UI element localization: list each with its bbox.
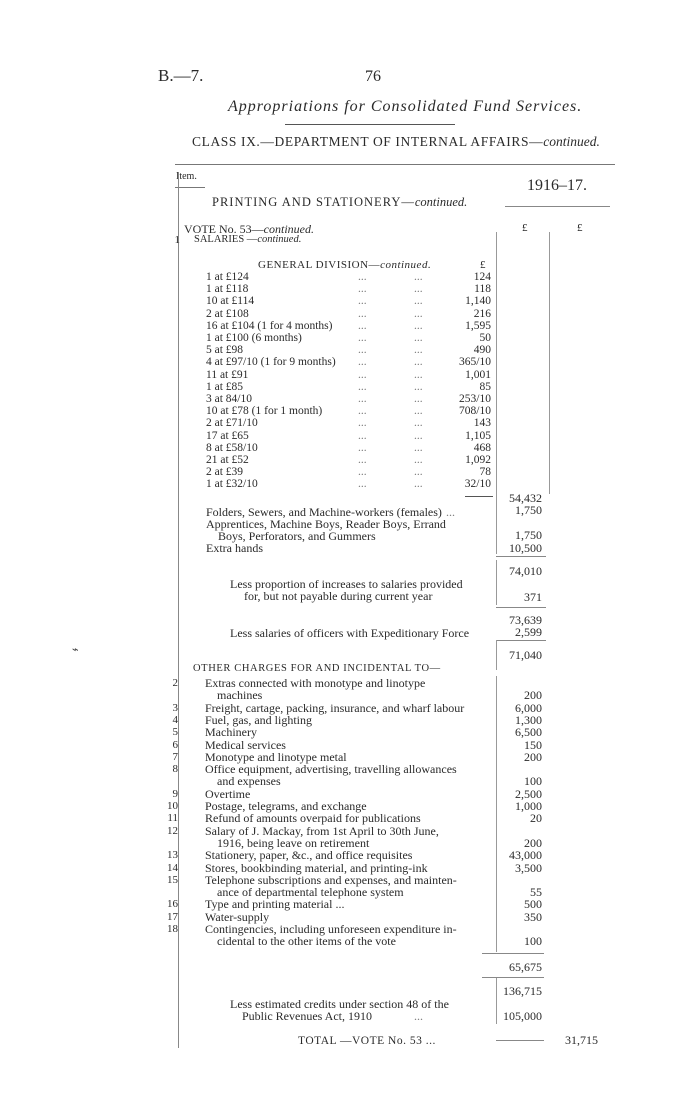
item-number: 2 <box>172 677 178 689</box>
running-total: 74,010 <box>509 564 542 578</box>
currency-symbol: £ <box>480 259 486 271</box>
page-title: Appropriations for Consolidated Fund Services. <box>228 98 583 115</box>
leader-dots: ... <box>414 307 423 320</box>
salary-grade: 10 at £78 (1 for 1 month) <box>206 405 323 418</box>
vote-heading: VOTE No. 53—continued. <box>184 222 314 236</box>
salary-amount: 253/10 <box>459 393 491 405</box>
leader-dots: ... <box>414 466 423 479</box>
leader-dots: ... <box>446 505 455 519</box>
leader-dots: ... <box>358 478 367 491</box>
leader-dots: ... <box>414 1009 423 1023</box>
leader-dots: ... <box>358 356 367 369</box>
item-header-rule <box>175 187 205 188</box>
leader-dots: ... <box>414 441 423 454</box>
salary-grade: 1 at £32/10 <box>206 478 258 491</box>
currency-symbol: £ <box>577 222 583 234</box>
other-charges-heading: OTHER CHARGES FOR AND INCIDENTAL TO— <box>193 663 441 674</box>
line-value: 10,500 <box>509 541 542 555</box>
other-charges-subtotal: 65,675 <box>509 960 542 974</box>
item-number: 7 <box>172 750 178 763</box>
salary-amount: 1,092 <box>465 454 491 466</box>
charge-label: Monotype and linotype metal <box>205 749 347 764</box>
salary-grade: 17 at £65 <box>206 429 249 442</box>
salary-amount: 365/10 <box>459 356 491 369</box>
salary-grade: 1 at £118 <box>206 283 249 296</box>
charge-label: Extras connected with monotype and linotype <box>205 676 426 690</box>
salary-row <box>206 332 491 344</box>
leader-dots: ... <box>358 271 367 283</box>
item-number: 6 <box>172 738 178 751</box>
item-number: 11 <box>167 812 178 825</box>
line-label: Folders, Sewers, and Machine-workers (females) <box>206 505 442 519</box>
leader-dots: ... <box>358 454 367 466</box>
charge-label: Postage, telegrams, and exchange <box>205 799 367 813</box>
salary-grade: 1 at £85 <box>206 380 244 393</box>
salaries-subtotal: 54,432 <box>509 491 542 505</box>
subtotal-rule <box>496 640 546 641</box>
salary-row <box>206 381 491 393</box>
charge-label: cidental to the other items of the vote <box>217 934 396 949</box>
year-header-rule <box>505 206 610 207</box>
item-number: 16 <box>167 898 178 911</box>
charge-amount: 1,000 <box>515 799 542 813</box>
salary-amount: 708/10 <box>459 405 491 418</box>
leader-dots: ... <box>414 332 423 344</box>
leader-dots: ... <box>358 417 367 430</box>
column-divider <box>496 978 497 1024</box>
charge-label: 1916, being leave on retirement <box>217 835 370 850</box>
salary-row <box>206 405 491 417</box>
leader-dots: ... <box>358 332 367 344</box>
leader-dots: ... <box>414 344 423 357</box>
salary-amount: 78 <box>479 466 491 479</box>
leader-dots: ... <box>414 429 423 442</box>
charge-label: machines <box>217 688 263 703</box>
charge-label: Fuel, gas, and lighting <box>205 712 312 727</box>
salary-grade: 4 at £97/10 (1 for 9 months) <box>206 356 336 369</box>
line-label: for, but not payable during current year <box>244 589 433 603</box>
salary-grade: 11 at £91 <box>206 368 249 381</box>
charge-amount: 1,300 <box>515 712 542 727</box>
leader-dots: ... <box>358 441 367 454</box>
salary-grade: 8 at £58/10 <box>206 441 258 454</box>
subtotal-rule <box>465 496 493 497</box>
salary-grade: 2 at £108 <box>206 307 249 320</box>
charge-label: Salary of J. Mackay, from 1st April to 30th June, <box>205 823 439 838</box>
salary-amount: 1,001 <box>465 368 491 381</box>
salary-amount: 124 <box>473 271 491 283</box>
charge-amount: 3,500 <box>515 860 542 875</box>
charge-label: Office equipment, advertising, travelling allowances <box>205 762 457 777</box>
salary-row <box>206 478 491 490</box>
title-rule <box>285 124 455 125</box>
charge-label: Freight, cartage, packing, insurance, and wharf labour <box>205 700 465 715</box>
charge-amount: 100 <box>524 774 542 789</box>
leader-dots: ... <box>358 429 367 442</box>
charge-label: Refund of amounts overpaid for publications <box>205 811 421 826</box>
margin-mark: ⌁ <box>72 644 79 656</box>
line-label: Less salaries of officers with Expeditionary Force <box>230 626 470 640</box>
leader-dots: ... <box>358 405 367 418</box>
leader-dots: ... <box>414 295 423 308</box>
leader-dots: ... <box>414 380 423 393</box>
column-divider <box>496 640 497 670</box>
item-number: 8 <box>172 763 178 776</box>
leader-dots: ... <box>414 393 423 405</box>
document-reference: B.—7. <box>158 66 204 85</box>
leader-dots: ... <box>358 393 367 405</box>
salary-grade: 2 at £71/10 <box>206 417 258 430</box>
salary-grade: 1 at £100 (6 months) <box>206 332 302 344</box>
salary-amount: 50 <box>479 332 491 344</box>
leader-dots: ... <box>414 271 423 283</box>
item-number: 4 <box>172 713 178 726</box>
leader-dots: ... <box>414 478 423 491</box>
total-rule <box>496 1040 544 1041</box>
class-heading: CLASS IX.—DEPARTMENT OF INTERNAL AFFAIRS—continued. <box>192 134 600 149</box>
charge-amount: 43,000 <box>509 848 542 863</box>
column-divider <box>496 494 497 554</box>
item-column-divider <box>178 172 179 1048</box>
charge-amount: 500 <box>524 897 542 912</box>
line-value: 1,750 <box>515 503 542 517</box>
salary-amount: 118 <box>474 283 491 296</box>
charge-amount: 2,500 <box>515 786 542 801</box>
leader-dots: ... <box>358 344 367 357</box>
item-number: 18 <box>167 923 178 935</box>
combined-total: 136,715 <box>503 984 542 998</box>
charge-amount: 200 <box>524 749 542 764</box>
leader-dots: ... <box>414 405 423 418</box>
salary-row <box>206 344 491 356</box>
salary-row <box>206 320 491 332</box>
item-number: 5 <box>172 726 178 739</box>
leader-dots: ... <box>358 368 367 381</box>
leader-dots: ... <box>358 380 367 393</box>
salary-amount: 1,140 <box>465 295 491 308</box>
charge-amount: 150 <box>524 737 542 752</box>
leader-dots: ... <box>358 466 367 479</box>
salary-amount: 1,595 <box>465 319 491 332</box>
leader-dots: ... <box>358 319 367 332</box>
subtotal-rule <box>496 607 546 608</box>
salary-row <box>206 417 491 429</box>
charge-amount: 20 <box>530 811 542 826</box>
charge-amount: 100 <box>524 934 542 949</box>
line-value: 2,599 <box>515 625 542 639</box>
salary-row <box>206 454 491 466</box>
charge-label: Stationery, paper, &c., and office requisites <box>205 848 413 863</box>
salary-amount: 1,105 <box>465 429 491 442</box>
currency-symbol: £ <box>522 222 528 234</box>
column-divider <box>549 232 550 494</box>
salary-amount: 143 <box>473 417 491 430</box>
leader-dots: ... <box>414 319 423 332</box>
line-label: Less estimated credits under section 48 of the <box>230 997 449 1011</box>
section-heading: PRINTING AND STATIONERY—continued. <box>212 195 468 209</box>
leader-dots: ... <box>414 283 423 296</box>
salary-row <box>206 283 491 295</box>
subtotal-rule <box>496 556 546 557</box>
charge-label: Stores, bookbinding material, and printing-ink <box>205 860 428 875</box>
table-top-rule <box>175 164 615 165</box>
line-value: 105,000 <box>503 1009 542 1023</box>
column-divider <box>496 676 497 952</box>
item-number: 15 <box>167 873 178 886</box>
salary-grade: 2 at £39 <box>206 466 244 479</box>
year-column-header: 1916–17. <box>527 177 587 194</box>
salary-amount: 85 <box>479 380 491 393</box>
column-divider <box>496 560 497 605</box>
leader-dots: ... <box>414 417 423 430</box>
subtotal-rule <box>482 953 544 954</box>
vote-total-label: TOTAL —VOTE No. 53 ... <box>298 1035 436 1047</box>
salary-row <box>206 308 491 320</box>
leader-dots: ... <box>414 368 423 381</box>
charge-label: and expenses <box>217 774 281 789</box>
item-number: 13 <box>167 849 178 862</box>
charge-amount: 6,500 <box>515 725 542 740</box>
column-divider <box>496 232 497 494</box>
charge-amount: 350 <box>524 909 542 924</box>
salary-grade: 21 at £52 <box>206 454 249 466</box>
line-label: Less proportion of increases to salaries provided <box>230 577 463 591</box>
leader-dots: ... <box>358 283 367 296</box>
charge-label: ance of departmental telephone system <box>217 885 404 900</box>
charge-label: Type and printing material ... <box>205 897 345 912</box>
leader-dots: ... <box>414 356 423 369</box>
leader-dots: ... <box>414 454 423 466</box>
salary-amount: 468 <box>473 441 491 454</box>
charge-amount: 6,000 <box>515 700 542 715</box>
item-number: 17 <box>167 910 178 923</box>
charge-amount: 200 <box>524 688 542 703</box>
item-number: 1 <box>174 234 180 246</box>
item-column-header: Item. <box>176 171 197 182</box>
salary-row <box>206 466 491 478</box>
charge-label: Machinery <box>205 725 257 740</box>
charge-amount: 55 <box>530 885 542 900</box>
salary-row <box>206 442 491 454</box>
salary-grade: 1 at £124 <box>206 271 249 283</box>
charge-label: Telephone subscriptions and expenses, and mainten- <box>205 872 457 887</box>
salary-grade: 5 at £98 <box>206 344 244 357</box>
salary-grade: 3 at 84/10 <box>206 393 252 405</box>
leader-dots: ... <box>358 295 367 308</box>
salary-row <box>206 393 491 405</box>
salary-amount: 216 <box>473 307 491 320</box>
running-total: 73,639 <box>509 613 542 627</box>
salary-grade: 10 at £114 <box>206 295 255 308</box>
salary-amount: 32/10 <box>464 478 491 491</box>
page-number: 76 <box>365 68 381 85</box>
leader-dots: ... <box>358 307 367 320</box>
salaries-total: 71,040 <box>509 648 542 662</box>
salary-amount: 490 <box>473 344 491 357</box>
charge-label: Medical services <box>205 737 286 752</box>
item-number: 14 <box>167 861 178 874</box>
salary-row <box>206 295 491 307</box>
item-number: 3 <box>172 701 178 714</box>
salaries-heading: SALARIES —continued. <box>194 234 302 245</box>
line-label: Extra hands <box>206 541 263 555</box>
line-label: Boys, Perforators, and Gummers <box>218 529 376 543</box>
line-label: Apprentices, Machine Boys, Reader Boys, Errand <box>206 517 446 531</box>
charge-label: Overtime <box>205 786 251 801</box>
salary-row <box>206 271 491 283</box>
charge-label: Contingencies, including unforeseen expenditure in- <box>205 922 457 936</box>
salary-row <box>206 356 491 368</box>
line-label: Public Revenues Act, 1910 <box>242 1009 372 1023</box>
item-number: 12 <box>167 824 178 837</box>
subtotal-rule <box>482 977 544 978</box>
item-number: 10 <box>167 800 178 812</box>
salary-row <box>206 430 491 442</box>
line-value: 371 <box>524 590 542 604</box>
vote-total-value: 31,715 <box>565 1033 598 1047</box>
general-division-heading: GENERAL DIVISION—continued. <box>258 259 432 271</box>
line-value: 1,750 <box>515 528 542 542</box>
charge-label: Water-supply <box>205 909 270 924</box>
item-number: 9 <box>172 787 178 800</box>
salary-row <box>206 369 491 381</box>
charge-amount: 200 <box>524 835 542 850</box>
salary-grade: 16 at £104 (1 for 4 months) <box>206 319 333 332</box>
